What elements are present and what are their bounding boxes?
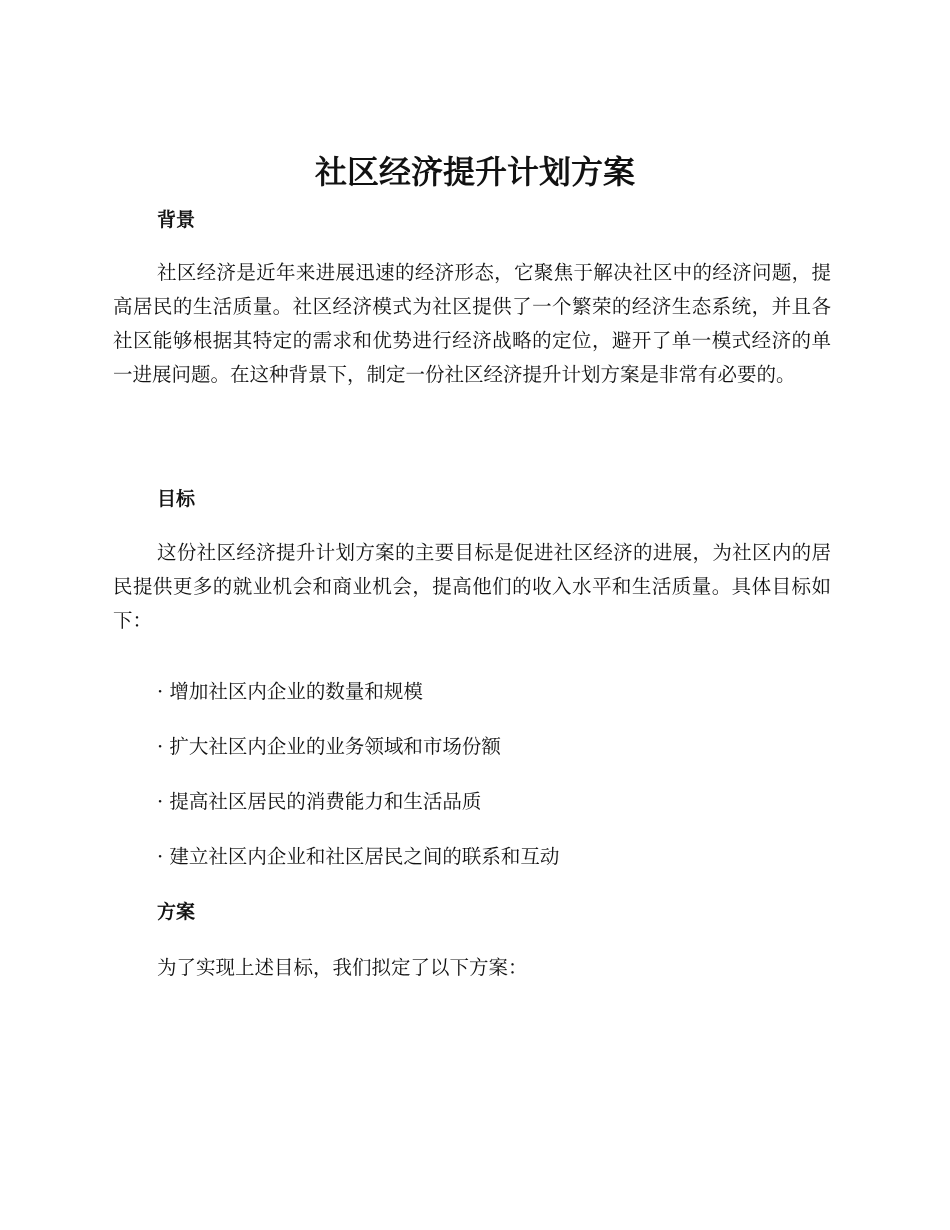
goal-list-item: · 扩大社区内企业的业务领域和市场份额	[157, 735, 501, 758]
background-paragraph: 社区经济是近年来进展迅速的经济形态，它聚焦于解决社区中的经济问题，提高居民的生活质量。社区经济模式为社区提供了一个繁荣的经济生态系统，并且各社区能够根据其特定的需求和优势进行经济战略的定位，避开了单一模式经济的单一进展问题。在这种背景下，制定一份社区经济提升计划方案是非常有必要的。	[113, 261, 831, 386]
section-heading-background: 背景	[157, 209, 196, 231]
section-heading-goals: 目标	[157, 488, 196, 510]
document-title: 社区经济提升计划方案	[314, 153, 635, 191]
goal-list-item: · 增加社区内企业的数量和规模	[157, 680, 423, 703]
plan-intro: 为了实现上述目标，我们拟定了以下方案：	[157, 956, 528, 979]
goals-paragraph: 这份社区经济提升计划方案的主要目标是促进社区经济的进展，为社区内的居民提供更多的就业机会和商业机会，提高他们的收入水平和生活质量。具体目标如下：	[113, 541, 831, 632]
goal-list-item: · 建立社区内企业和社区居民之间的联系和互动	[157, 845, 560, 868]
goal-list-item: · 提高社区居民的消费能力和生活品质	[157, 790, 482, 813]
section-heading-plan: 方案	[157, 901, 196, 923]
